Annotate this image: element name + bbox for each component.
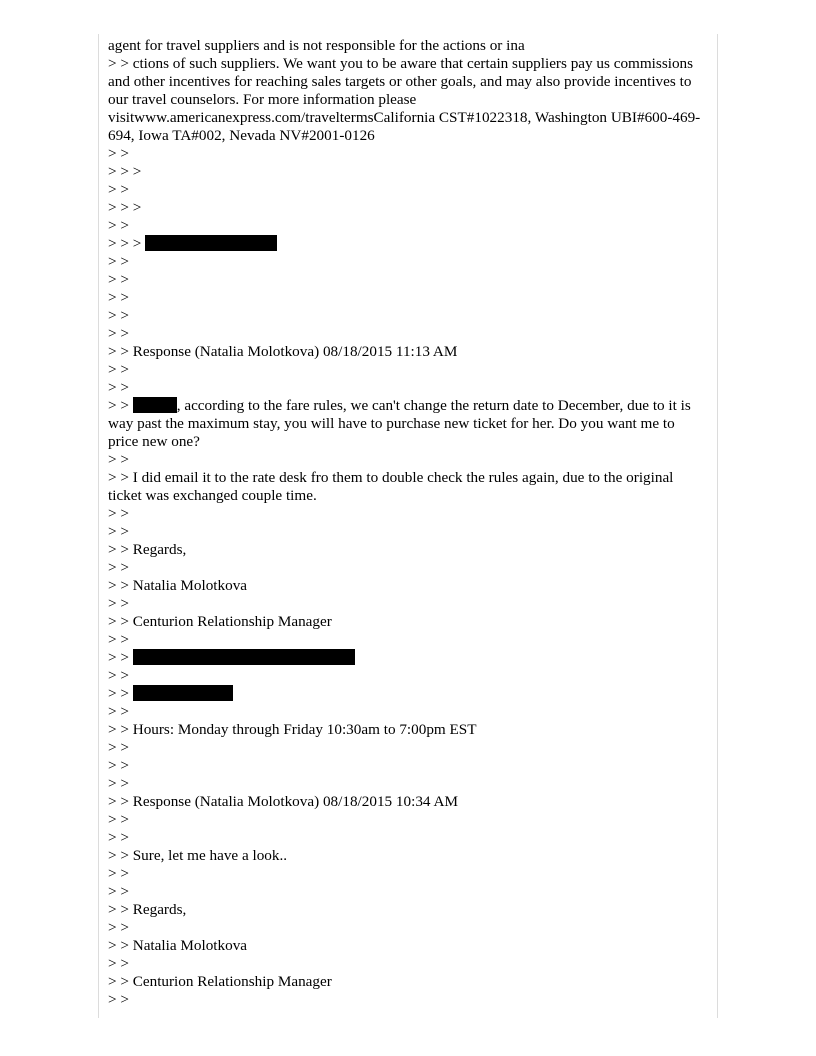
quote-marker: > > (108, 865, 129, 882)
quote-marker: > > (108, 757, 129, 774)
quote-marker: > > (108, 739, 129, 756)
response-text: , according to the fare rules, we can't change the return date to December, due to it is way past the maximum stay, you will have to purchase new ticket for her. Do you want me to price new one? (108, 397, 691, 450)
quote-marker: > > (108, 253, 129, 270)
quote-marker: > > (108, 505, 129, 522)
quote-marker: > > (108, 397, 129, 414)
regards-line: > > Regards, (108, 901, 187, 918)
quote-marker: > > (108, 649, 129, 666)
redaction-box (133, 649, 355, 665)
signer-name: > > Natalia Molotkova (108, 937, 248, 954)
quote-marker: > > > (108, 199, 142, 216)
quote-marker: > > (108, 919, 129, 936)
quote-marker: > > (108, 685, 129, 702)
quote-marker: > > (108, 811, 129, 828)
quote-marker: > > (108, 325, 129, 342)
redaction-box (133, 397, 177, 413)
quote-marker: > > (108, 991, 129, 1008)
quote-marker: > > > (108, 235, 142, 252)
quote-marker: > > (108, 559, 129, 576)
disclaimer-line: agent for travel suppliers and is not responsible for the actions or ina (108, 37, 525, 54)
quote-marker: > > (108, 883, 129, 900)
hours-line: > > Hours: Monday through Friday 10:30am to 7:00pm EST (108, 721, 477, 738)
redacted-line (108, 235, 706, 253)
signer-name: > > Natalia Molotkova (108, 577, 248, 594)
quote-marker: > > (108, 379, 129, 396)
redacted-line (108, 685, 706, 703)
quote-marker: > > (108, 631, 129, 648)
disclaimer-text: > > ctions of such suppliers. We want you to be aware that certain suppliers pay us commissions and other incentives for reaching sales targets or other goals, and may also provide incentives to our travel counselors. For more information please visitwww.americanexpress.com/traveltermsCalifornia CST#1022318, Washington UBI#600-469-694, Iowa TA#002, Nevada NV#2001-0126 (108, 55, 701, 144)
signer-title: > > Centurion Relationship Manager (108, 613, 332, 630)
redaction-box (145, 235, 277, 251)
quote-marker: > > (108, 595, 129, 612)
quote-marker: > > (108, 955, 129, 972)
quote-marker: > > (108, 271, 129, 288)
quote-marker: > > (108, 307, 129, 324)
quote-marker: > > (108, 217, 129, 234)
email-body (108, 37, 706, 1009)
response-body: > > Sure, let me have a look.. (108, 847, 288, 864)
quote-marker: > > (108, 361, 129, 378)
response-body (108, 397, 706, 451)
quote-marker: > > (108, 523, 129, 540)
response-body: > > I did email it to the rate desk fro them to double check the rules again, due to the original ticket was exchanged couple time. (108, 469, 674, 504)
quote-marker: > > (108, 703, 129, 720)
quote-marker: > > (108, 145, 129, 162)
quote-marker: > > (108, 667, 129, 684)
quote-marker: > > (108, 451, 129, 468)
quote-marker: > > (108, 289, 129, 306)
quote-marker: > > (108, 775, 129, 792)
quote-marker: > > > (108, 163, 142, 180)
redaction-box (133, 685, 233, 701)
signer-title: > > Centurion Relationship Manager (108, 973, 332, 990)
response-header: > > Response (Natalia Molotkova) 08/18/2015 10:34 AM (108, 793, 458, 810)
redacted-line (108, 649, 706, 667)
quote-marker: > > (108, 181, 129, 198)
regards-line: > > Regards, (108, 541, 187, 558)
quote-marker: > > (108, 829, 129, 846)
response-header: > > Response (Natalia Molotkova) 08/18/2015 11:13 AM (108, 343, 458, 360)
